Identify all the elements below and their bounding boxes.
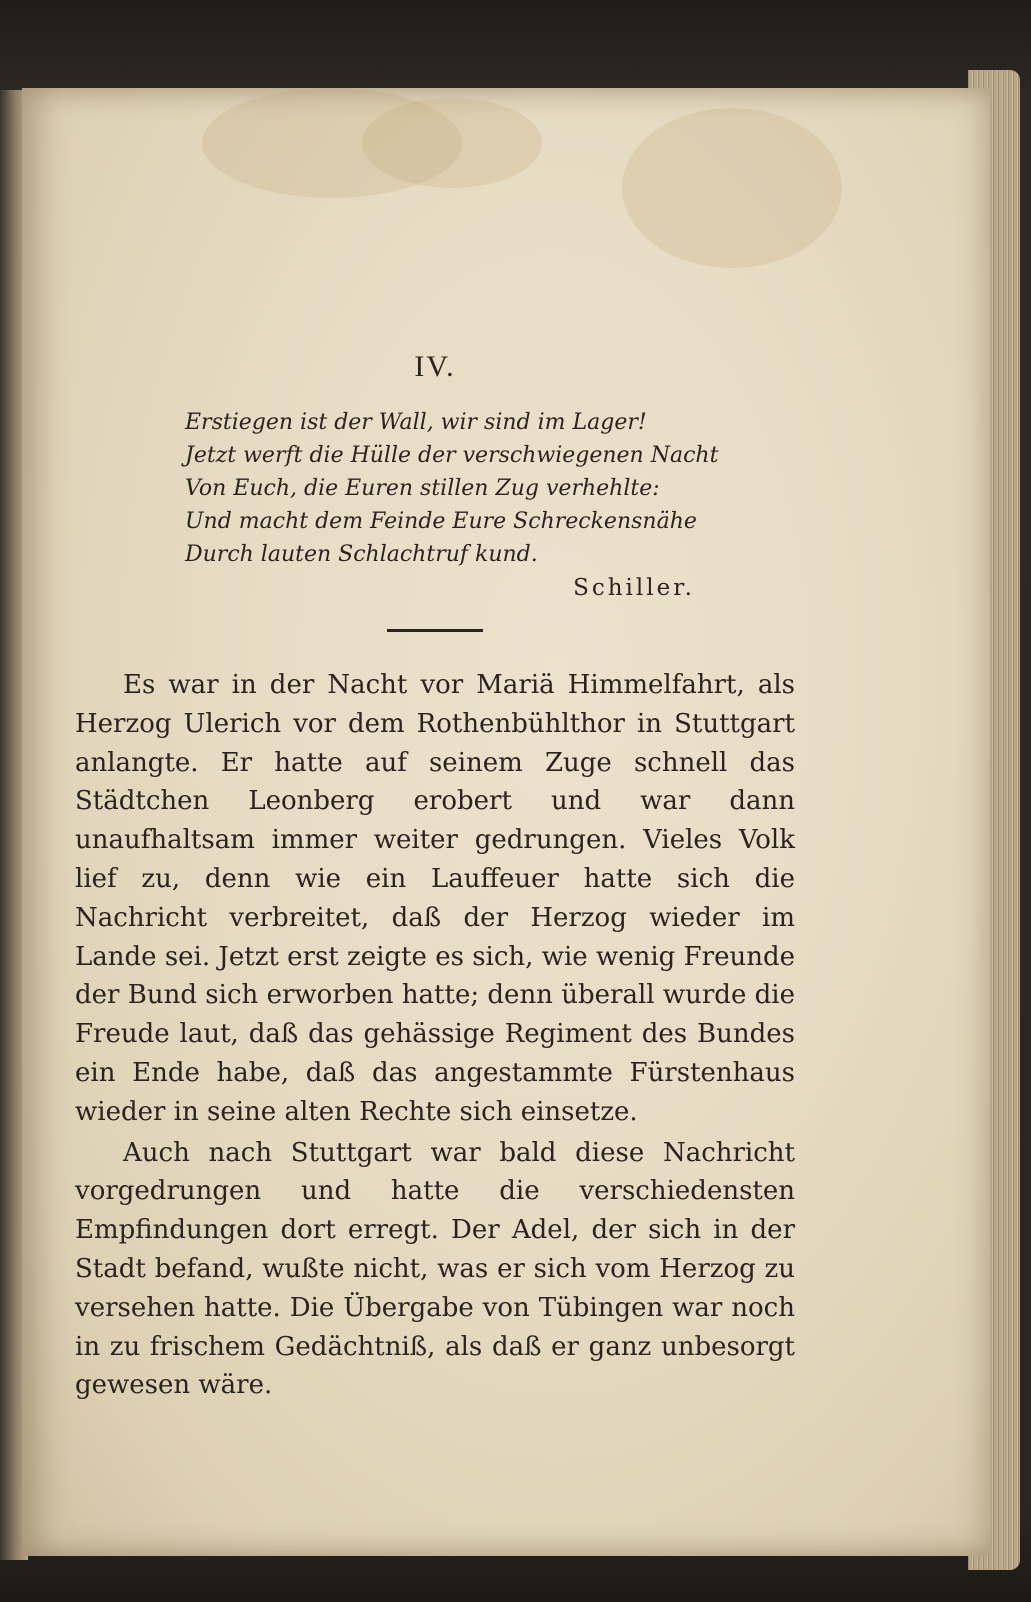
epigraph: [185, 406, 795, 571]
page-stain: [622, 108, 842, 268]
chapter-heading: IV.: [414, 350, 456, 383]
epigraph-line: Von Euch, die Euren stillen Zug verhehlte:: [185, 476, 660, 501]
epigraph-line: Erstiegen ist der Wall, wir sind im Lager!: [185, 410, 647, 435]
body-paragraph: Es war in der Nacht vor Mariä Himmelfahrt, als Herzog Ulerich vor dem Rothenbühlthor in Stuttgart anlangte. Er hatte auf seinem Zuge schnell das Städtchen Leonberg erobert und war dann unaufhaltsam immer weiter gedrungen. Vieles Volk lief zu, denn wie ein Lauffeuer hatte sich die Nachricht verbreitet, daß der Herzog wieder im Lande sei. Jetzt erst zeigte es sich, wie wenig Freunde der Bund sich erworben hatte; denn überall wurde die Freude laut, daß das gehässige Regiment des Bundes ein Ende habe, daß das angestammte Fürstenhaus wieder in seine alten Rechte sich einsetze.: [75, 670, 795, 1127]
epigraph-line: Jetzt werft die Hülle der verschwiegenen Nacht: [185, 443, 719, 468]
page-stain: [362, 98, 542, 188]
body-paragraph: Auch nach Stuttgart war bald diese Nachricht vorgedrungen und hatte die verschiedensten Empfindungen dort erregt. Der Adel, der sich in der Stadt befand, wußte nicht, was er sich vom Herzog zu versehen hatte. Die Übergabe von Tübingen war noch in zu frischem Gedächtniß, als daß er ganz unbesorgt gewesen wäre.: [75, 1137, 795, 1401]
epigraph-line: Durch lauten Schlachtruf kund.: [185, 542, 538, 567]
epigraph-line: Und macht dem Feinde Eure Schreckensnähe: [185, 509, 697, 534]
page-content: [75, 340, 795, 1405]
section-divider: [387, 629, 483, 632]
epigraph-author: Schiller.: [573, 575, 695, 601]
